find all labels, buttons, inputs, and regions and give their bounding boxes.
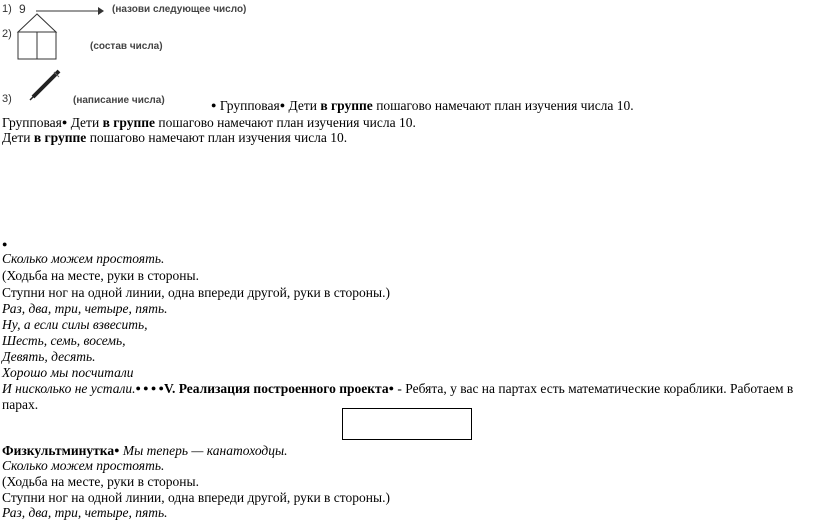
text: пошагово намечают план изучения числа 10. [372,98,634,113]
poem-line: Девять, десять. [2,349,96,364]
bold-text: в группе [33,130,87,145]
pen-icon [28,66,64,102]
row1-caption: (назови следующее число) [112,4,247,15]
row1-number: 1) [2,3,12,15]
bold-text: в группе [320,98,373,113]
text: пошагово намечают план изучения числа 10. [86,130,348,145]
poem-line: (Ходьба на месте, руки в стороны. [2,474,199,489]
text: Групповая [2,115,62,130]
row2-number: 2) [2,28,12,40]
poem-line: И нисколько не устали. [2,381,136,396]
poem-line: Раз, два, три, четыре, пять. [2,505,168,520]
text: Дети [2,130,34,145]
poem-line: Сколько можем простоять. [2,458,165,473]
text: Дети [67,115,103,130]
line-group-1 [211,97,634,114]
bullet-icon: ● [211,100,217,110]
bullet-icon: ● ● ● ● [135,383,164,393]
text: пошагово намечают план изучения числа 10. [155,115,416,130]
poem-line: Хорошо мы посчитали [2,365,134,380]
line-group-3 [2,130,347,146]
poem-line: Сколько можем простоять. [2,251,165,266]
bullet-icon: ● [388,383,395,393]
poem-line: (Ходьба на месте, руки в стороны. [2,268,199,283]
poem-line: Ну, а если силы взвесить, [2,317,148,332]
house-icon [16,12,58,62]
text: Дети [285,98,321,113]
poem-line: Ступни ног на одной линии, одна впереди другой, руки в стороны.) [2,285,390,300]
row3-caption: (написание числа) [73,95,165,106]
empty-frame [342,408,472,440]
poem-line: Ступни ног на одной линии, одна впереди другой, руки в стороны.) [2,490,390,505]
text: Групповая [216,98,280,113]
bullet-icon: ● [2,239,8,249]
poem-line: Шесть, семь, восемь, [2,333,126,348]
bold-text: в группе [102,115,155,130]
bullet-icon: ● [61,117,68,127]
line-group-2 [2,114,416,131]
poem-line: Раз, два, три, четыре, пять. [2,301,168,316]
text: - Ребята, у вас на партах есть математические кораблики. Работаем в парах. [2,381,794,412]
row1-value: 9 [19,2,26,16]
row2-caption: (состав числа) [90,41,163,52]
bullet-icon: ● [114,445,120,455]
section-heading: Физкультминутка [2,443,115,458]
section-heading: V. Реализация построенного проекта [163,381,389,396]
row3-number: 3) [2,93,12,105]
bullet-icon: ● [279,100,286,110]
poem-line: Мы теперь — канатоходцы. [119,443,288,458]
fizkult-heading-line [2,442,288,459]
